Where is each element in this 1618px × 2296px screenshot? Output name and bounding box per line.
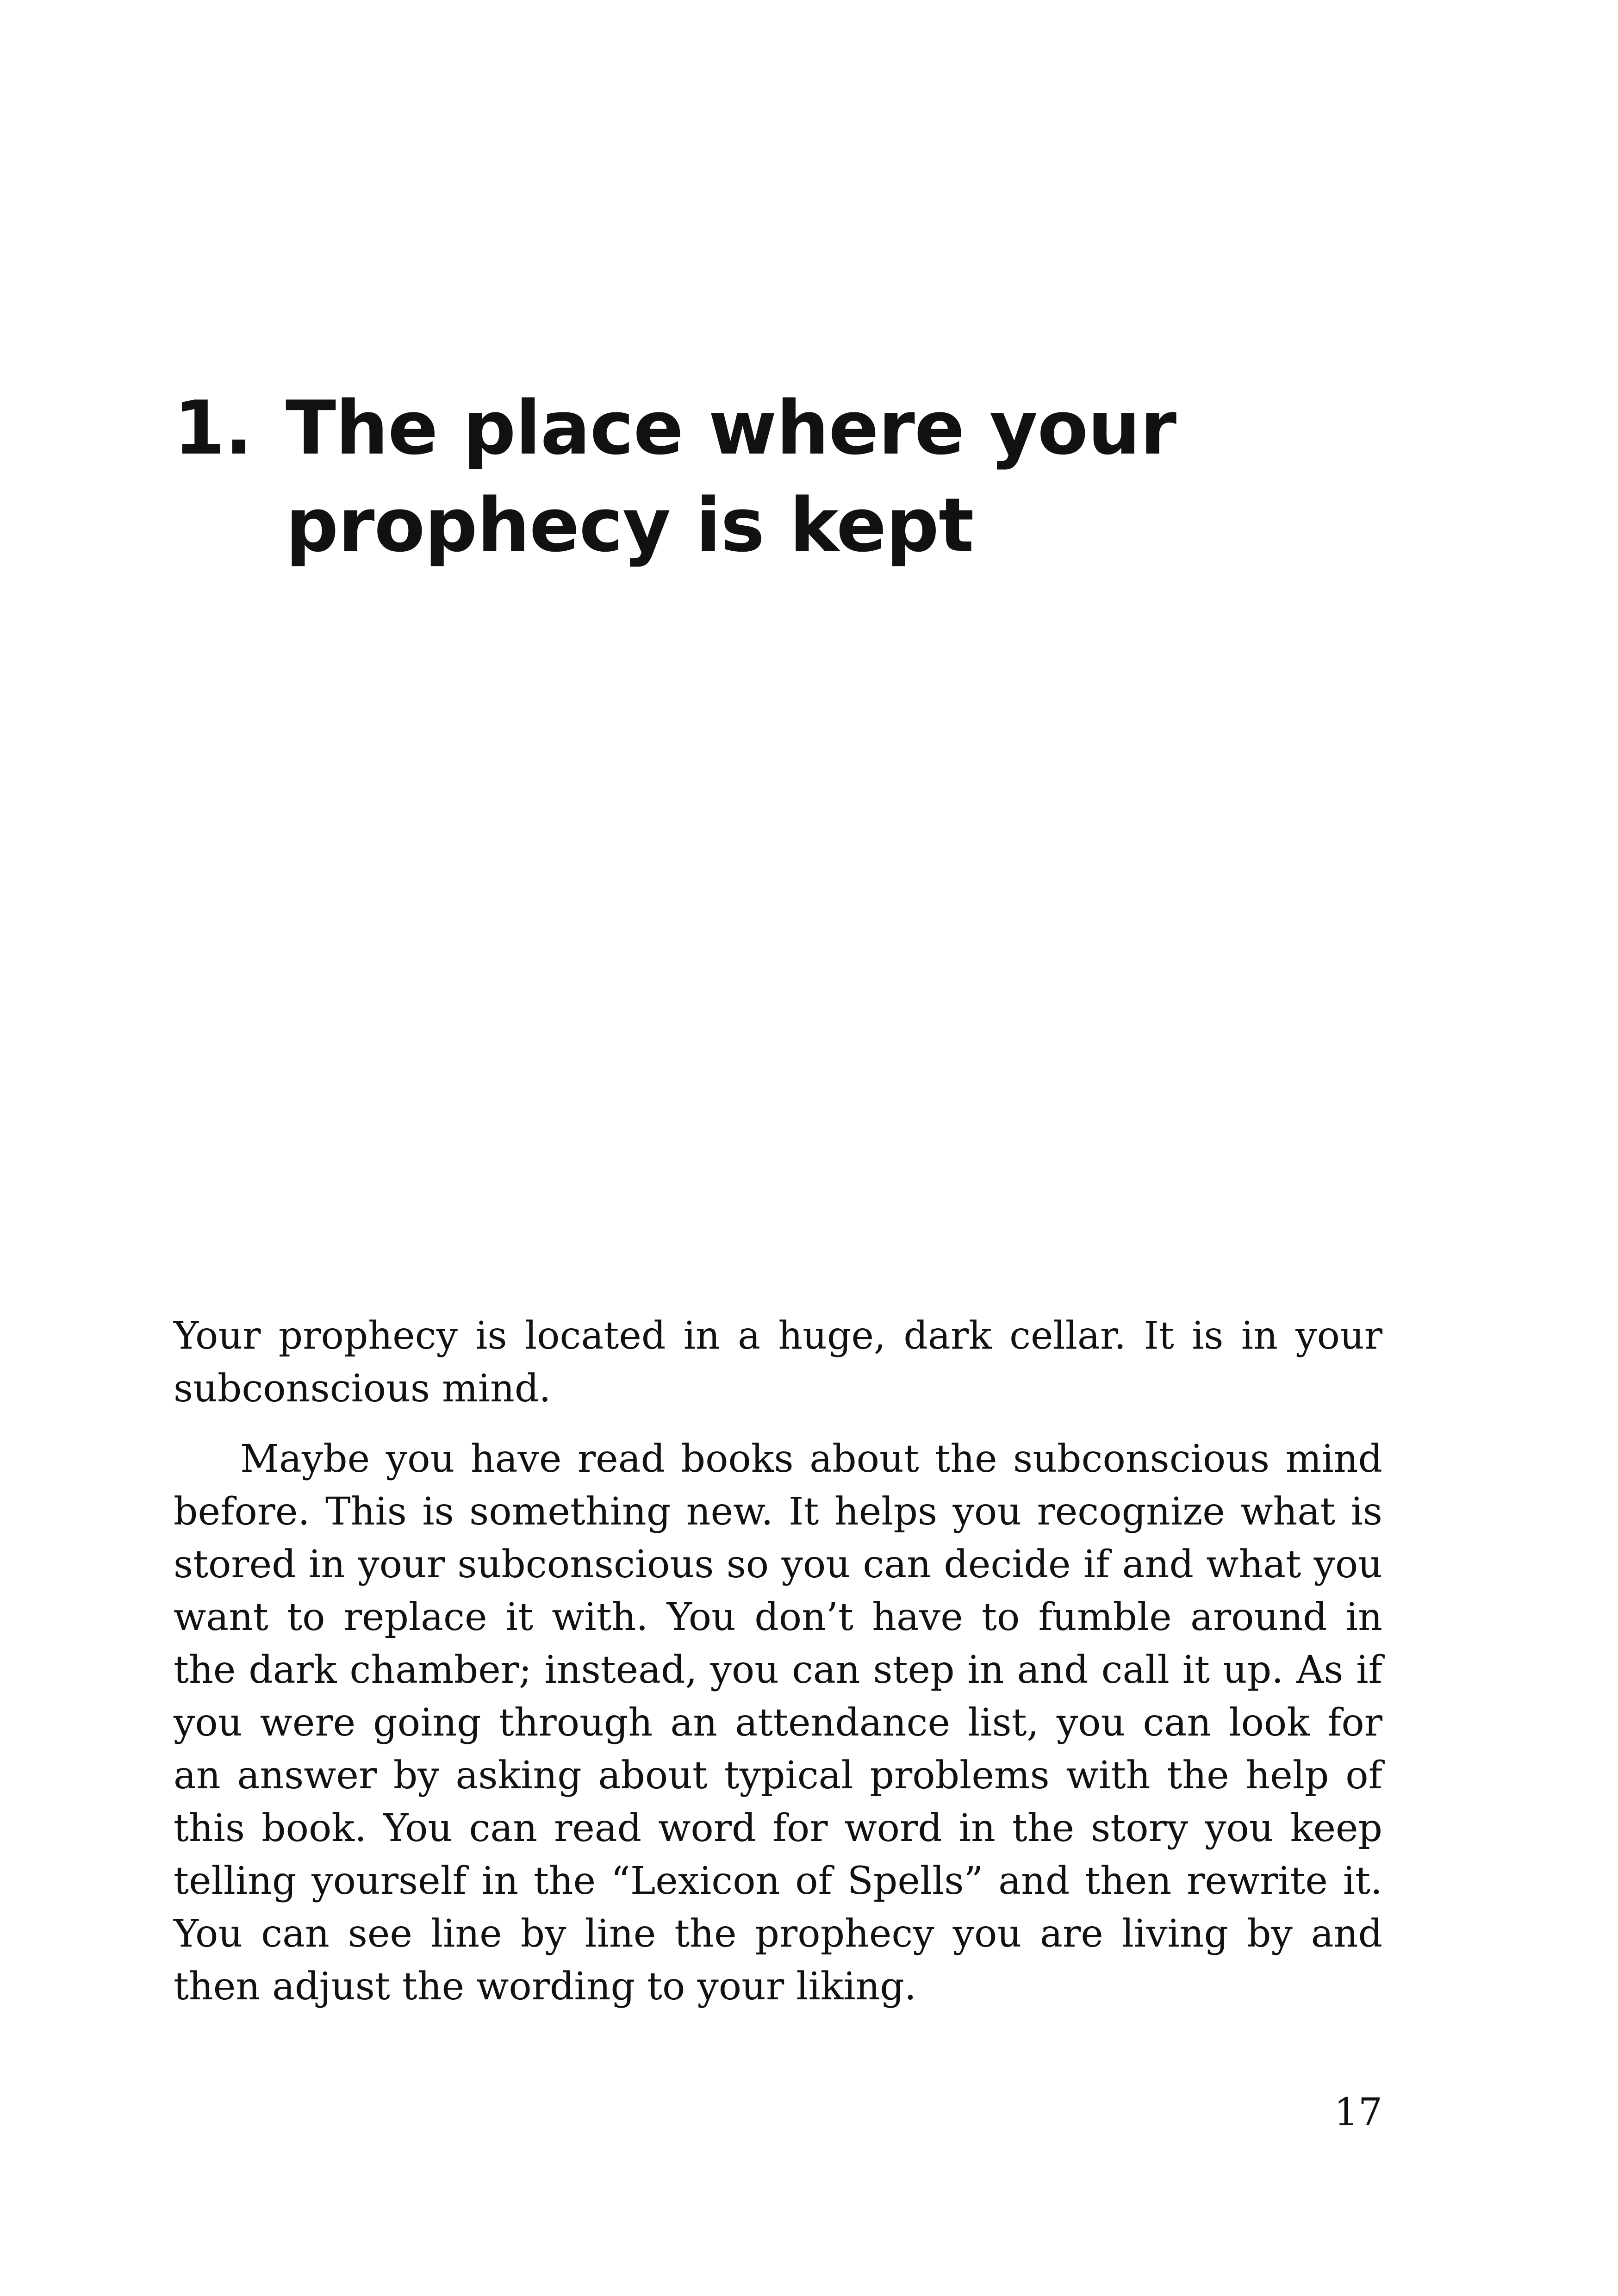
body-text xyxy=(174,1310,1382,2013)
paragraph: Maybe you have read books about the subconscious mind before. This is something new. It helps you recognize what is stored in your subconscious so you can decide if and what you want to replace it with. You don’t have to fumble around in the dark chamber; instead, you can step in and call it up. As if you were going through an attendance list, you can look for an answer by asking about typical problems with the help of this book. You can read word for word in the story you keep telling yourself in the “Lexicon of Spells” and then rewrite it. You can see line by line the prophecy you are living by and then adjust the wording to your liking. xyxy=(174,1437,1382,2009)
paragraph: Your prophecy is located in a huge, dark cellar. It is in your subconscious mind. xyxy=(174,1314,1382,1411)
page-number: 17 xyxy=(1334,2091,1382,2134)
chapter-title: The place where your prophecy is kept xyxy=(286,385,1176,568)
chapter-number: 1. xyxy=(174,385,253,471)
